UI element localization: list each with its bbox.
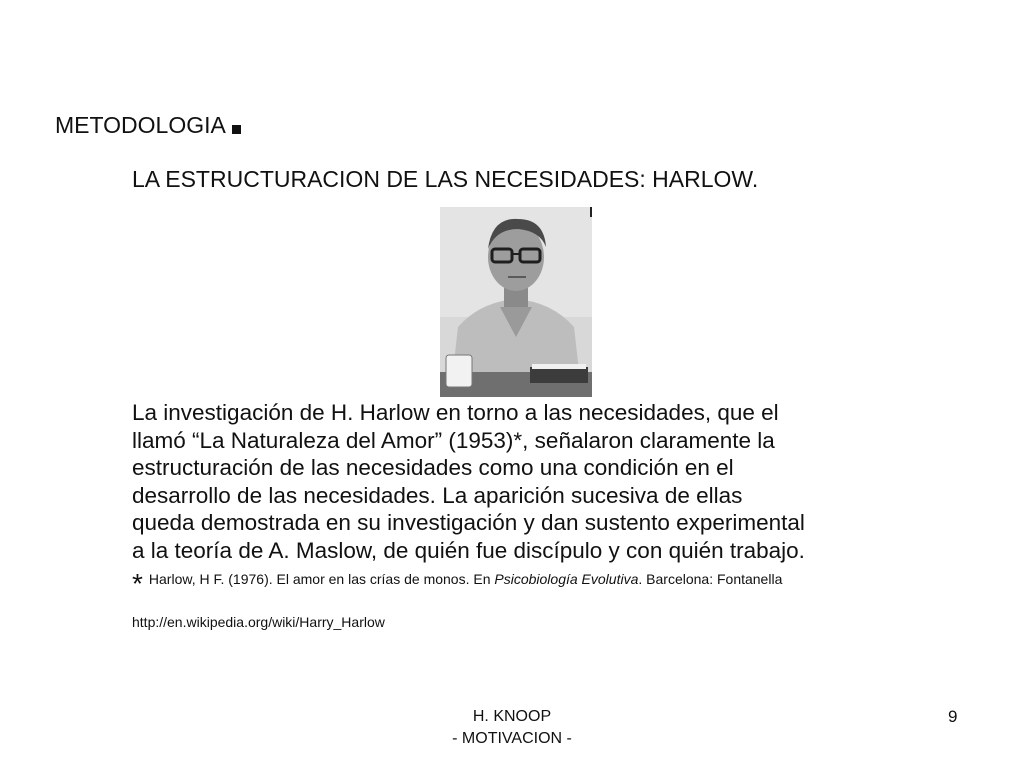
slide-subtitle: LA ESTRUCTURACION DE LAS NECESIDADES: HARLOW. — [132, 166, 759, 192]
body-line: estructuración de las necesidades como una condición en el — [132, 455, 734, 480]
footnote-marker: * — [132, 568, 143, 599]
footer-author — [412, 706, 612, 750]
body-line: llamó “La Naturaleza del Amor” (1953)*, señalaron claramente la — [132, 427, 775, 453]
section-title — [55, 110, 241, 140]
body-line: desarrollo de las necesidades. La aparición sucesiva de ellas — [132, 482, 743, 508]
footer-course: - MOTIVACION - — [452, 730, 572, 747]
footnote-publisher: . Barcelona: Fontanella — [638, 571, 783, 587]
page-number: 9 — [948, 707, 958, 726]
body-paragraph — [132, 399, 922, 564]
body-line: queda demostrada en su investigación y dan sustento experimental — [132, 510, 805, 535]
section-title-text: METODOLOGIA — [55, 112, 226, 138]
footnote — [132, 568, 783, 599]
footer-author-name: H. KNOOP — [472, 708, 552, 725]
portrait-photo — [440, 207, 592, 397]
footnote-text: Harlow, H F. (1976). El amor en las crías de monos. En — [148, 571, 495, 587]
title-period — [232, 125, 241, 134]
reference-link[interactable]: http://en.wikipedia.org/wiki/Harry_Harlow — [132, 614, 385, 630]
footnote-book-title: Psicobiología Evolutiva — [494, 571, 639, 587]
body-line: La investigación de H. Harlow en torno a las necesidades, que el — [132, 400, 779, 425]
body-line: a la teoría de A. Maslow, de quién fue discípulo y con quién trabajo. — [132, 537, 805, 563]
